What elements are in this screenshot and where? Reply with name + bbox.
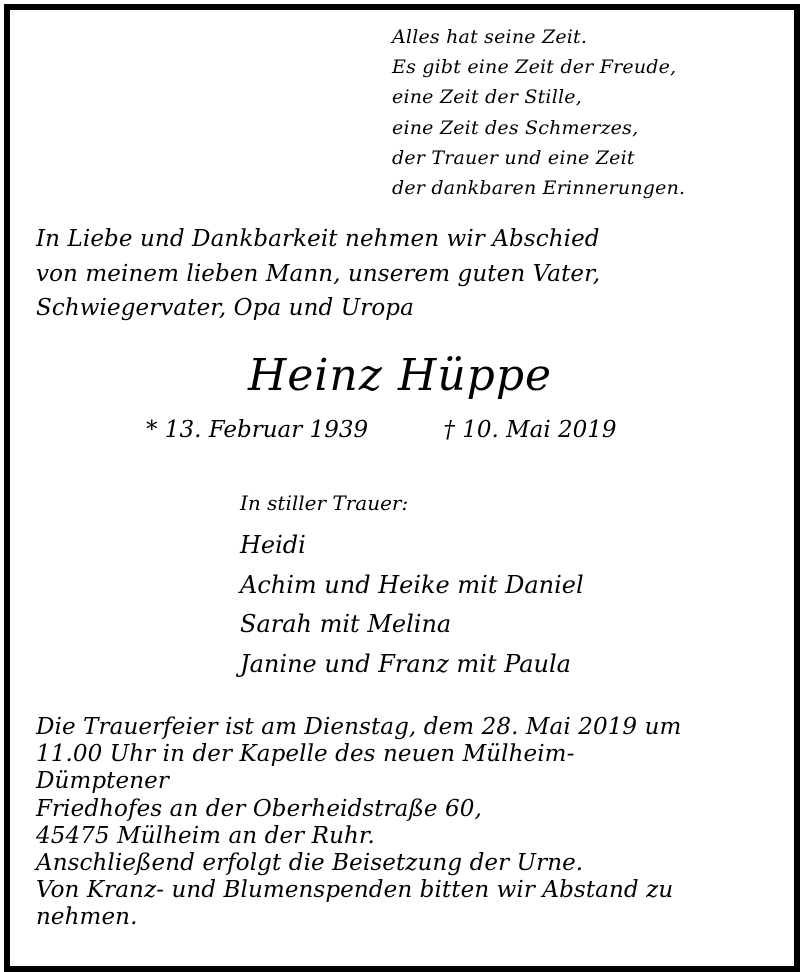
service-line: 45475 Mülheim an der Ruhr. (36, 822, 375, 849)
service-line: Dümptener (36, 768, 169, 795)
poem-line: Alles hat seine Zeit. (392, 26, 588, 48)
mourners-block (240, 488, 584, 684)
mourner-name: Heidi (240, 531, 306, 559)
poem-line: eine Zeit der Stille, (392, 86, 582, 109)
service-line: Friedhofes an der Oberheidstraße 60, (36, 795, 482, 822)
service-line: Die Trauerfeier ist am Dienstag, dem 28. Mai 2019 um (36, 714, 682, 740)
service-line: Von Kranz- und Blumenspenden bitten wir Abstand zu (36, 877, 674, 904)
service-line: Anschließend erfolgt die Beisetzung der Urne. (36, 850, 584, 877)
birth-date: * 13. Februar 1939 (146, 417, 369, 443)
intro-line: In Liebe und Dankbarkeit nehmen wir Abschied (36, 226, 600, 252)
mourners-heading: In stiller Trauer: (240, 491, 409, 515)
deceased-name: Heinz Hüppe (247, 350, 553, 401)
service-line: nehmen. (36, 904, 138, 931)
mourner-name: Sarah mit Melina (240, 610, 452, 638)
poem-line: der dankbaren Erinnerungen. (392, 177, 686, 200)
funeral-service-info (36, 714, 681, 932)
poem (392, 22, 685, 203)
poem-line: eine Zeit des Schmerzes, (392, 116, 639, 139)
intro-line: von meinem lieben Mann, unserem guten Vater, (36, 260, 601, 287)
poem-line: der Trauer und eine Zeit (392, 146, 635, 169)
death-date: † 10. Mai 2019 (443, 417, 617, 443)
life-dates (146, 414, 617, 446)
mourner-name: Janine und Franz mit Paula (240, 649, 571, 678)
intro-line: Schwiegervater, Opa und Uropa (36, 295, 414, 321)
mourner-name: Achim und Heike mit Daniel (240, 570, 584, 599)
poem-line: Es gibt eine Zeit der Freude, (392, 56, 677, 79)
farewell-intro (36, 222, 600, 326)
service-line: 11.00 Uhr in der Kapelle des neuen Mülheim- (36, 741, 575, 768)
